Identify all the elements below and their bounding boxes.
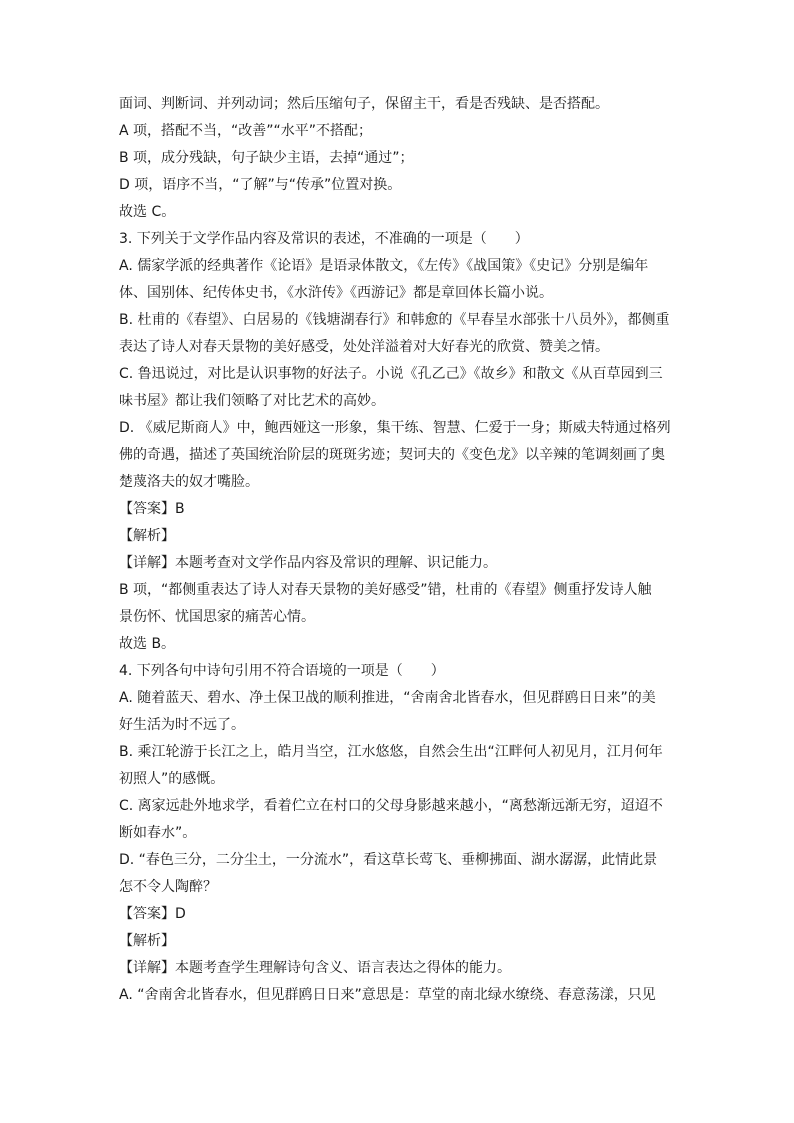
text-line: 面词、判断词、并列动词；然后压缩句子，保留主干，看是否残缺、是否搭配。 bbox=[119, 96, 609, 112]
question-stem: 3. 下列关于文学作品内容及常识的表述，不准确的一项是（ ） bbox=[119, 231, 529, 247]
option-line: 怎不令人陶醉？ bbox=[119, 879, 217, 895]
option-line: 断如春水”。 bbox=[119, 825, 197, 841]
text-line: B 项，成分残缺，句子缺少主语，去掉“通过”； bbox=[119, 150, 414, 166]
option-line: 初照人”的感慨。 bbox=[119, 771, 225, 787]
option-line: C. 鲁迅说过，对比是认识事物的好法子。小说《孔乙己》《故乡》和散文《从百草园到三 bbox=[119, 366, 663, 382]
option-line: 体、国别体、纪传体史书，《水浒传》《西游记》都是章回体长篇小说。 bbox=[119, 285, 553, 301]
option-line: 楚蔑洛夫的奴才嘴脸。 bbox=[119, 474, 259, 490]
text-line: 故选 B。 bbox=[119, 636, 176, 652]
text-line: 【详解】本题考查对文学作品内容及常识的理解、识记能力。 bbox=[119, 555, 497, 571]
text-line: 【详解】本题考查学生理解诗句含义、语言表达之得体的能力。 bbox=[119, 960, 511, 976]
text-line: A. “舍南舍北皆春水，但见群鸥日日来”意思是：草堂的南北绿水缭绕、春意荡漾，只见 bbox=[119, 987, 656, 1003]
option-line: D. “春色三分，二分尘土，一分流水”，看这草长莺飞、垂柳拂面、湖水潺潺，此情此景 bbox=[119, 852, 658, 868]
analysis-label: 【解析】 bbox=[119, 528, 175, 544]
option-line: A. 儒家学派的经典著作《论语》是语录体散文，《左传》《战国策》《史记》分别是编年 bbox=[119, 258, 649, 274]
option-line: 味书屋》都让我们领略了对比艺术的高妙。 bbox=[119, 393, 385, 409]
option-line: 好生活为时不远了。 bbox=[119, 717, 245, 733]
text-line: 故选 C。 bbox=[119, 204, 176, 220]
option-line: A. 随着蓝天、碧水、净土保卫战的顺利推进，“舍南舍北皆春水，但见群鸥日日来”的美 bbox=[119, 690, 656, 706]
question-stem: 4. 下列各句中诗句引用不符合语境的一项是（ ） bbox=[119, 663, 445, 679]
option-line: B. 杜甫的《春望》、白居易的《钱塘湖春行》和韩愈的《早春呈水部张十八员外》，都侧重 bbox=[119, 312, 670, 328]
text-line: A 项，搭配不当，“改善”“水平”不搭配； bbox=[119, 123, 373, 139]
answer-label: 【答案】B bbox=[119, 501, 185, 517]
analysis-label: 【解析】 bbox=[119, 933, 175, 949]
option-line: 佛的奇遇，描述了英国统治阶层的斑斑劣迹；契诃夫的《变色龙》以辛辣的笔调刻画了奥 bbox=[119, 447, 665, 463]
option-line: B. 乘江轮游于长江之上，皓月当空，江水悠悠，自然会生出“江畔何人初见月，江月何年 bbox=[119, 744, 663, 760]
answer-label: 【答案】D bbox=[119, 906, 186, 922]
text-line: 景伤怀、忧国思家的痛苦心情。 bbox=[119, 609, 315, 625]
text-line: B 项，“都侧重表达了诗人对春天景物的美好感受”错，杜甫的《春望》侧重抒发诗人触 bbox=[119, 582, 652, 598]
option-line: D. 《威尼斯商人》中，鲍西娅这一形象，集干练、智慧、仁爱于一身；斯威夫特通过格列 bbox=[119, 420, 671, 436]
option-line: C. 离家远赴外地求学，看着伫立在村口的父母身影越来越小，“离愁渐远渐无穷，迢迢不 bbox=[119, 798, 663, 814]
text-line: D 项，语序不当，“了解”与“传承”位置对换。 bbox=[119, 177, 402, 193]
option-line: 表达了诗人对春天景物的美好感受，处处洋溢着对大好春光的欣赏、赞美之情。 bbox=[119, 339, 609, 355]
